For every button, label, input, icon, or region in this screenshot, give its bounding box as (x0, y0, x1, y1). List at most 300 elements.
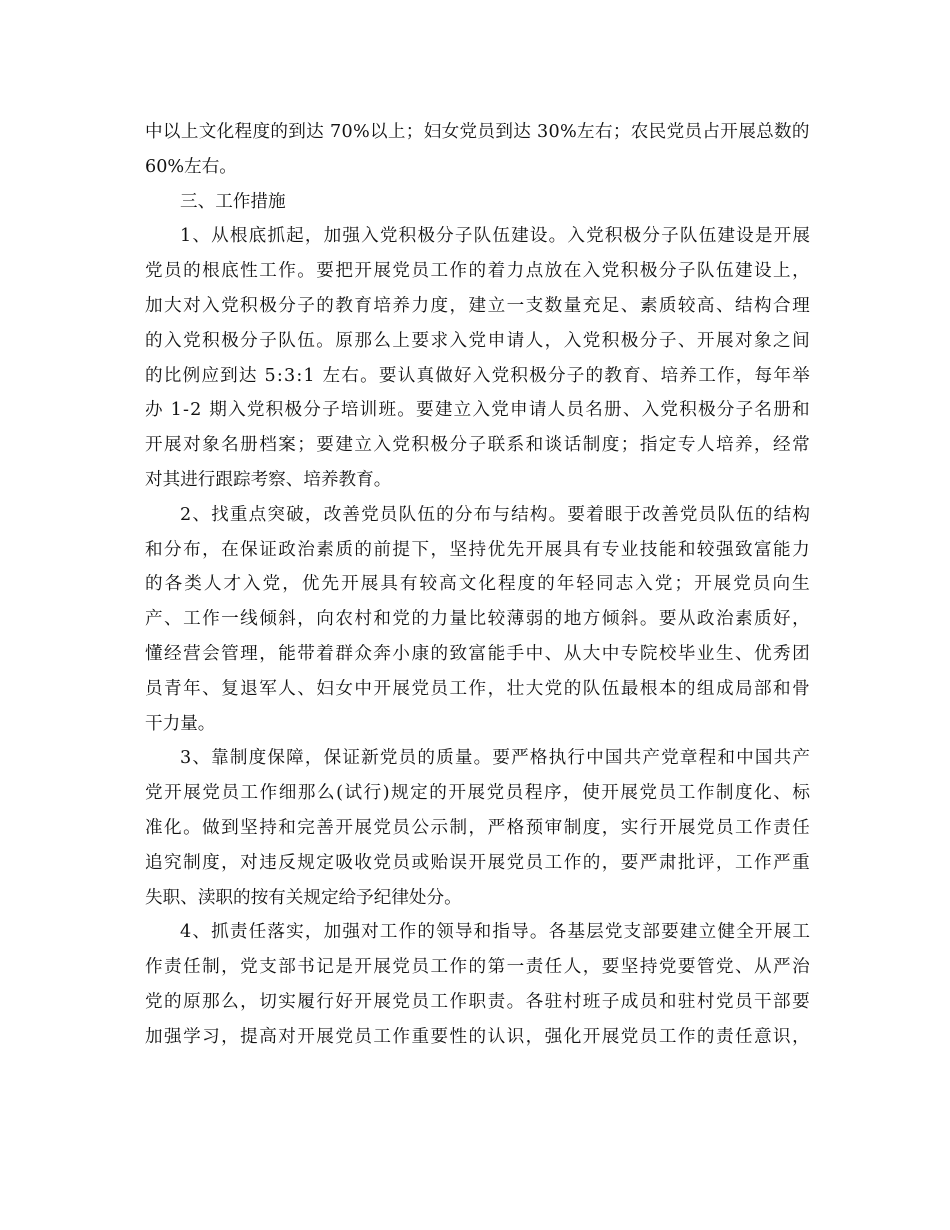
text-glyph: 员 (566, 400, 585, 421)
text-glyph: 员 (639, 1026, 658, 1047)
text-glyph: 化 (478, 574, 496, 595)
text-glyph: 高 (259, 1026, 277, 1047)
text-glyph: 入 (164, 330, 182, 351)
text-glyph: 质 (335, 539, 353, 560)
text-line (145, 115, 810, 150)
text-glyph: 构 (529, 504, 548, 525)
paragraph-first-line (145, 498, 810, 533)
text-glyph: 展 (677, 817, 696, 838)
text-glyph: 治 (715, 609, 734, 630)
text-glyph: ， (240, 991, 258, 1012)
text-glyph: 案 (278, 435, 296, 456)
text-glyph: 制 (229, 748, 248, 769)
text-glyph: 国 (604, 748, 623, 769)
text-glyph: 间 (792, 330, 810, 351)
text-glyph: 开 (658, 817, 677, 838)
text-glyph: 定 (658, 435, 677, 456)
text-glyph: 有 (399, 574, 418, 595)
text-glyph: 薄 (506, 609, 525, 630)
text-glyph: 治 (792, 957, 810, 978)
text-glyph: 营 (183, 643, 201, 664)
text-glyph: 建 (335, 435, 353, 456)
text-glyph: 举 (792, 365, 810, 386)
text-glyph: 度 (248, 748, 267, 769)
text-glyph: 以 (162, 122, 181, 142)
text-glyph: 的 (145, 330, 163, 351)
text-glyph: 力 (430, 609, 449, 630)
text-glyph: 化 (563, 1026, 582, 1047)
text-line: 60%左右。 (145, 156, 237, 177)
text-glyph: 极 (430, 435, 449, 456)
text-glyph: 青 (164, 678, 182, 699)
text-glyph: 展 (713, 574, 732, 595)
text-glyph: 基 (567, 922, 585, 943)
text-glyph: 入 (243, 574, 261, 595)
text-glyph: 员 (684, 122, 703, 142)
text-glyph: 性 (449, 1026, 468, 1047)
section-heading: 三、工作措施 (180, 191, 286, 212)
text-glyph: 开 (164, 783, 182, 804)
text-glyph: 一 (506, 957, 525, 978)
text-glyph: 党 (361, 504, 379, 525)
text-glyph: 开 (448, 783, 466, 804)
text-glyph: 子 (677, 261, 696, 282)
text-glyph: 会 (202, 643, 220, 664)
text-glyph: 么 (373, 330, 391, 351)
text-glyph: 驻 (677, 991, 696, 1012)
text-glyph: 党 (666, 122, 685, 142)
text-glyph: 么 (316, 783, 335, 804)
text-glyph: 人 (278, 678, 296, 699)
text-glyph: 总 (756, 122, 774, 142)
text-glyph: 的 (468, 261, 487, 282)
text-glyph: 本 (658, 678, 677, 699)
text-glyph: 部 (278, 957, 296, 978)
text-glyph: 领 (436, 922, 454, 943)
text-glyph: 中 (354, 678, 372, 699)
text-glyph: 从 (211, 226, 229, 247)
text-glyph: 破 (286, 504, 304, 525)
text-glyph: 充 (582, 295, 601, 316)
text-glyph: 要 (620, 852, 639, 873)
text-glyph: 、 (164, 609, 182, 630)
text-glyph: 中 (601, 643, 620, 664)
text-line (145, 359, 810, 394)
text-glyph: 好 (335, 991, 353, 1012)
text-glyph: 力 (792, 539, 810, 560)
text-glyph: 右 (341, 365, 359, 386)
text-glyph: 党 (679, 504, 698, 525)
text-glyph: 班 (582, 991, 601, 1012)
text-glyph: 入 (563, 330, 582, 351)
text-glyph: ， (563, 783, 581, 804)
text-glyph: 优 (754, 643, 772, 664)
text-glyph: 结 (734, 295, 753, 316)
text-glyph: 违 (259, 852, 277, 873)
text-line (145, 567, 810, 602)
text-glyph: 工 (430, 261, 449, 282)
text-glyph: 5 (264, 365, 276, 386)
text-glyph: 申 (487, 330, 506, 351)
text-line (145, 776, 810, 811)
text-glyph: 、 (622, 400, 641, 421)
text-glyph: 3 (283, 365, 296, 386)
text-glyph: 数 (544, 295, 563, 316)
text-glyph: 的 (544, 609, 563, 630)
text-glyph: 的 (754, 504, 773, 525)
text-glyph: 学 (183, 1026, 201, 1047)
paragraph-first-line (145, 219, 810, 254)
text-glyph: 政 (278, 539, 296, 560)
text-line (145, 289, 810, 324)
text-glyph: 党 (544, 678, 563, 699)
text-glyph: 展 (773, 922, 792, 943)
text-glyph: 收 (354, 852, 372, 873)
text-glyph: 着 (586, 504, 604, 525)
text-glyph: 占 (702, 122, 720, 142)
text-glyph: 干 (754, 991, 772, 1012)
text-glyph: 业 (620, 539, 639, 560)
text-glyph: 应 (201, 365, 219, 386)
text-glyph: 常 (792, 435, 810, 456)
text-glyph: 才 (223, 574, 242, 595)
text-glyph: 富 (754, 539, 772, 560)
text-glyph: 党 (661, 748, 679, 769)
text-glyph: 准 (145, 817, 163, 838)
text-glyph: 标 (792, 783, 810, 804)
text-glyph: 开 (335, 817, 353, 838)
text-glyph: 党 (246, 400, 265, 421)
text-glyph: 产 (145, 609, 163, 630)
text-glyph: 子 (322, 400, 340, 421)
text-glyph: 极 (529, 365, 547, 386)
text-glyph: 地 (563, 609, 582, 630)
text-glyph: 极 (417, 226, 435, 247)
text-glyph: 导 (511, 922, 529, 943)
text-glyph: 改 (323, 504, 342, 525)
text-glyph: 比 (468, 609, 487, 630)
text-glyph: 立 (354, 435, 372, 456)
text-glyph: 作 (259, 783, 278, 804)
text-glyph: 队 (278, 330, 296, 351)
text-glyph: 要 (411, 330, 430, 351)
text-glyph: 党 (373, 817, 391, 838)
text-glyph: 要 (430, 1026, 449, 1047)
text-glyph: 要 (316, 261, 334, 282)
text-glyph: 群 (335, 643, 353, 664)
text-glyph: 是 (335, 957, 353, 978)
text-glyph: 职 (468, 991, 487, 1012)
text-glyph: 的 (585, 365, 604, 386)
text-glyph: 极 (623, 226, 642, 247)
text-line (145, 985, 810, 1020)
text-glyph: 员 (221, 783, 240, 804)
text-glyph: 村 (696, 991, 715, 1012)
text-glyph: 行 (639, 817, 658, 838)
text-glyph: ， (221, 852, 239, 873)
text-glyph: 极 (698, 400, 716, 421)
text-glyph: 的 (270, 122, 288, 142)
text-glyph: 指 (639, 435, 658, 456)
text-line (145, 324, 810, 359)
text-line (145, 533, 810, 568)
text-glyph: 开 (354, 991, 372, 1012)
text-glyph: 员 (354, 1026, 372, 1047)
text-glyph: 素 (734, 609, 753, 630)
text-glyph: 员 (430, 678, 449, 699)
text-glyph: 的 (563, 678, 582, 699)
text-glyph: 意 (754, 1026, 772, 1047)
text-glyph: 上 (387, 122, 406, 142)
text-glyph: 的 (417, 748, 435, 769)
text-glyph: 的 (582, 852, 601, 873)
text-glyph: 册 (240, 435, 258, 456)
text-glyph: 强 (544, 1026, 563, 1047)
text-glyph: 起 (286, 226, 304, 247)
text-glyph: 员 (379, 504, 398, 525)
text-glyph: 履 (297, 991, 315, 1012)
text-glyph: 的 (411, 609, 430, 630)
text-glyph: 误 (449, 852, 468, 873)
text-glyph: 作 (716, 365, 735, 386)
text-glyph: 分 (639, 330, 658, 351)
text-glyph: 积 (240, 295, 258, 316)
text-glyph: 建 (511, 226, 529, 247)
text-glyph: 合 (773, 295, 791, 316)
text-glyph: 大 (525, 678, 544, 699)
text-glyph: 持 (259, 817, 277, 838)
text-glyph: 严 (511, 748, 529, 769)
text-glyph: 、 (544, 643, 563, 664)
text-glyph: 、 (297, 678, 315, 699)
text-glyph: 党 (183, 330, 201, 351)
text-glyph (164, 393, 170, 428)
text-glyph: 加 (323, 226, 342, 247)
text-glyph: 办 (145, 400, 163, 421)
text-glyph: ， (221, 1026, 239, 1047)
text-glyph: 第 (487, 957, 506, 978)
text-glyph: 展 (316, 1026, 334, 1047)
text-glyph: 党 (335, 1026, 353, 1047)
text-line (145, 393, 810, 428)
text-glyph: 实 (620, 817, 639, 838)
text-glyph: 驻 (544, 991, 563, 1012)
text-glyph: 人 (203, 574, 222, 595)
text-glyph: 册 (604, 400, 622, 421)
text-glyph: 名 (754, 400, 772, 421)
text-glyph: 展 (360, 574, 379, 595)
text-glyph: 较 (419, 574, 438, 595)
text-glyph: 好 (773, 609, 791, 630)
text-glyph: 提 (240, 1026, 258, 1047)
text-glyph: 完 (297, 817, 315, 838)
text-glyph: 全 (736, 922, 754, 943)
text-glyph: 对 (278, 1026, 296, 1047)
text-glyph: 各 (525, 991, 544, 1012)
text-glyph: 制 (183, 852, 201, 873)
text-glyph: 党 (491, 365, 510, 386)
text-glyph: 员 (658, 783, 677, 804)
text-glyph: 党 (654, 574, 673, 595)
text-glyph: 点 (248, 504, 267, 525)
text-glyph: 公 (411, 817, 430, 838)
text-glyph: 素 (639, 295, 658, 316)
text-glyph: 靠 (211, 748, 229, 769)
text-glyph: 子 (259, 330, 277, 351)
text-glyph: 分 (278, 295, 296, 316)
text-glyph: 复 (221, 678, 239, 699)
text-glyph: 到 (288, 122, 306, 142)
text-glyph: 展 (164, 435, 182, 456)
text-glyph: 追 (145, 852, 163, 873)
text-glyph: ， (282, 574, 300, 595)
text-glyph: 分 (436, 226, 454, 247)
text-glyph: 评 (696, 852, 715, 873)
text-glyph: 分 (303, 400, 321, 421)
text-glyph: 党 (601, 261, 620, 282)
text-glyph: 强 (715, 539, 734, 560)
text-glyph: 国 (754, 748, 773, 769)
text-glyph: ； (297, 435, 315, 456)
text-glyph: 产 (792, 748, 810, 769)
text-glyph: 行 (316, 991, 334, 1012)
text-glyph: 坚 (449, 539, 468, 560)
text-glyph: 党 (696, 817, 715, 838)
text-glyph: 党 (221, 295, 239, 316)
paragraph-first-line (145, 741, 810, 776)
text-glyph: 谈 (544, 435, 563, 456)
text-glyph: 制 (582, 435, 601, 456)
text-glyph: 认 (397, 365, 416, 386)
text-glyph: 队 (398, 504, 417, 525)
text-line: 失职、渎职的按有关规定给予纪律处分。 (145, 887, 462, 908)
text-glyph: 、 (773, 783, 791, 804)
text-glyph: ) (382, 783, 390, 804)
text-glyph: 书 (297, 957, 315, 978)
text-glyph: 极 (284, 400, 303, 421)
text-glyph: 带 (297, 643, 315, 664)
text-glyph: 从 (563, 643, 582, 664)
text-glyph: 立 (453, 400, 472, 421)
text-glyph: 入 (567, 226, 585, 247)
text-glyph: 新 (361, 748, 379, 769)
text-glyph: 。 (297, 261, 315, 282)
text-glyph: 展 (467, 783, 486, 804)
text-glyph: 对 (240, 852, 258, 873)
text-glyph: 实 (286, 922, 304, 943)
text-glyph: 突 (267, 504, 285, 525)
text-glyph: 和 (773, 678, 791, 699)
text-glyph: 做 (202, 817, 220, 838)
text-glyph: 中 (145, 122, 163, 142)
text-glyph: 严 (773, 852, 791, 873)
text-glyph: 化 (164, 817, 182, 838)
text-glyph: 的 (430, 643, 449, 664)
text-glyph: 比 (163, 365, 182, 386)
text-glyph: 到 (220, 365, 238, 386)
text-glyph: 任 (183, 957, 201, 978)
text-glyph: 共 (773, 748, 792, 769)
text-glyph: 经 (773, 435, 791, 456)
text-glyph: 反 (278, 852, 296, 873)
text-glyph: 建 (434, 400, 453, 421)
text-glyph: 极 (620, 330, 639, 351)
text-glyph: 开 (754, 922, 773, 943)
text-glyph: 员 (411, 957, 430, 978)
text-glyph: 。 (183, 817, 201, 838)
text-glyph: 建 (734, 261, 753, 282)
text-glyph: 培 (715, 435, 734, 456)
text-glyph: 7 (329, 122, 342, 142)
text-glyph: 管 (696, 957, 715, 978)
text-glyph: 子 (454, 226, 473, 247)
text-glyph: 要 (792, 991, 810, 1012)
text-glyph: 要 (378, 365, 397, 386)
text-glyph: 员 (752, 574, 771, 595)
text-glyph: 向 (772, 574, 791, 595)
text-glyph: 提 (392, 539, 411, 560)
text-glyph: 展 (620, 783, 638, 804)
text-glyph: 较 (696, 539, 715, 560)
text-glyph: 底 (248, 226, 267, 247)
text-glyph: 右 (594, 122, 613, 142)
text-glyph: ， (468, 817, 487, 838)
text-glyph: 部 (773, 991, 791, 1012)
text-glyph: 大 (582, 643, 601, 664)
text-glyph: 度 (430, 295, 449, 316)
text-glyph: 人 (696, 435, 715, 456)
text-glyph: 作 (449, 991, 468, 1012)
text-glyph: 加 (145, 295, 163, 316)
text-glyph: 员 (525, 852, 544, 873)
text-glyph: 党 (145, 783, 163, 804)
text-glyph: 伍 (297, 330, 315, 351)
text-line: 干力量。 (145, 713, 216, 734)
text-glyph: 入 (635, 574, 653, 595)
text-glyph: ， (601, 852, 620, 873)
text-glyph (203, 393, 209, 428)
text-line (145, 254, 810, 289)
text-glyph: 。 (397, 400, 415, 421)
text-glyph: 文 (198, 122, 217, 142)
text-glyph: 究 (164, 852, 182, 873)
text-glyph: ， (792, 1026, 810, 1047)
text-glyph: 要 (316, 435, 334, 456)
text-glyph: 册 (773, 400, 791, 421)
text-glyph: 工 (373, 1026, 391, 1047)
text-glyph: 优 (301, 574, 320, 595)
text-glyph: 系 (506, 435, 525, 456)
text-glyph: 先 (321, 574, 340, 595)
text-glyph: 党 (379, 748, 398, 769)
text-glyph: 管 (221, 643, 239, 664)
text-glyph: 开 (720, 122, 738, 142)
text-glyph: 展 (487, 852, 506, 873)
text-glyph: 队 (473, 226, 492, 247)
text-glyph: 工 (259, 261, 277, 282)
text-glyph: ， (221, 957, 239, 978)
text-glyph: 。 (548, 226, 567, 247)
text-glyph: 点 (525, 261, 544, 282)
text-glyph: 的 (468, 1026, 487, 1047)
text-glyph: 子 (735, 400, 754, 421)
text-glyph: 具 (380, 574, 398, 595)
text-glyph: 教 (604, 365, 622, 386)
text-glyph: 工 (734, 817, 753, 838)
text-glyph: 员 (398, 748, 417, 769)
text-glyph: 的 (145, 365, 163, 386)
text-glyph: 指 (492, 922, 510, 943)
